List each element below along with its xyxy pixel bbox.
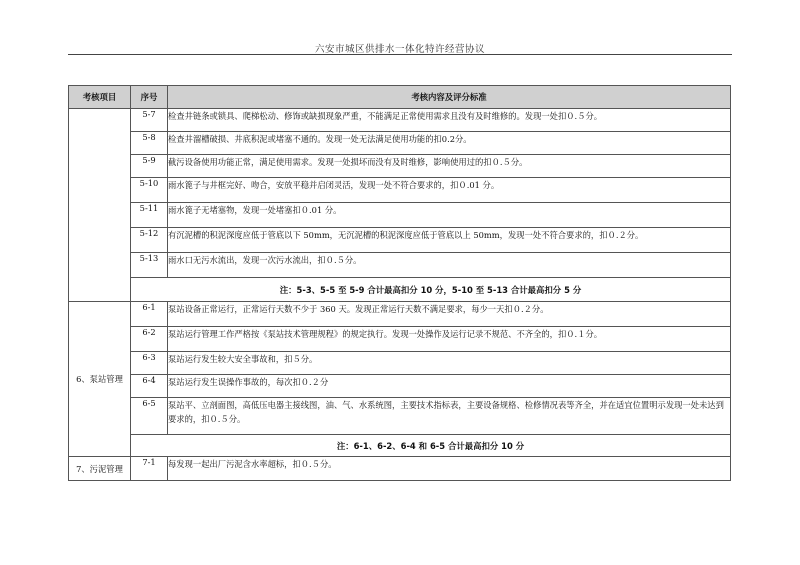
table-note-row bbox=[69, 435, 731, 457]
table-row bbox=[69, 253, 731, 278]
item-content: 泵站运行发生误操作事故的，每次扣０.２分 bbox=[168, 375, 731, 398]
item-content: 有沉泥槽的积泥深度应低于管底以下 50mm，无沉泥槽的积泥深度应低于管底以上 50mm，发现一处不符合要求的，扣０.２分。 bbox=[168, 228, 731, 253]
table-row bbox=[69, 375, 731, 398]
item-content: 泵站平、立剖面图，高低压电器主接线图，油、气、水系统图，主要技术指标表，主要设备规格、检修情况表等齐全，并在适宜位置明示发现一处未达到要求的，扣０.５分。 bbox=[168, 398, 731, 435]
header-divider bbox=[68, 54, 732, 55]
item-number: 5-12 bbox=[131, 228, 168, 253]
column-header-content: 考核内容及评分标准 bbox=[168, 86, 731, 109]
table-row bbox=[69, 327, 731, 352]
item-number: 6-1 bbox=[131, 302, 168, 327]
table-row bbox=[69, 178, 731, 203]
document-header-title: 六安市城区供排水一体化特许经营协议 bbox=[314, 44, 485, 55]
category-cell-pump-station: 6、泵站管理 bbox=[69, 302, 131, 457]
item-number: 5-9 bbox=[131, 155, 168, 178]
table-row bbox=[69, 228, 731, 253]
item-number: 5-13 bbox=[131, 253, 168, 278]
item-content: 检查井链条或锁具、爬梯松动、修饰或缺损现象严重，不能满足正常使用需求且没有及时维修的。发现一处扣０.５分。 bbox=[168, 109, 731, 132]
table-row bbox=[69, 457, 731, 481]
table-note-row bbox=[69, 278, 731, 302]
column-header-category: 考核项目 bbox=[69, 86, 131, 109]
item-content: 雨水篦子无堵塞物，发现一处堵塞扣０.01 分。 bbox=[168, 203, 731, 228]
table-row bbox=[69, 398, 731, 435]
table-row bbox=[69, 203, 731, 228]
item-number: 5-11 bbox=[131, 203, 168, 228]
item-number: 5-7 bbox=[131, 109, 168, 132]
item-content: 泵站运行管理工作严格按《泵站技术管理规程》的规定执行。发现一处操作及运行记录不规范、不齐全的，扣０.１分。 bbox=[168, 327, 731, 352]
item-number: 7-1 bbox=[131, 457, 168, 481]
assessment-table bbox=[68, 85, 731, 481]
item-number: 6-2 bbox=[131, 327, 168, 352]
table-row bbox=[69, 109, 731, 132]
item-content: 检查井溜槽破损、井底积泥或堵塞不通的。发现一处无法满足使用功能的扣0.2分。 bbox=[168, 132, 731, 155]
item-content: 泵站设备正常运行，正常运行天数不少于 360 天。发现正常运行天数不满足要求，每少一天扣０.２分。 bbox=[168, 302, 731, 327]
section-note: 注：6-1、6-2、6-4 和 6-5 合计最高扣分 10 分 bbox=[131, 435, 731, 457]
table-row bbox=[69, 302, 731, 327]
item-content: 雨水篦子与井框完好、吻合，安放平稳并启闭灵活，发现一处不符合要求的，扣０.01 分。 bbox=[168, 178, 731, 203]
item-content: 每发现一起出厂污泥含水率超标，扣０.５分。 bbox=[168, 457, 731, 481]
item-number: 5-8 bbox=[131, 132, 168, 155]
item-content: 泵站运行发生较大安全事故和，扣５分。 bbox=[168, 352, 731, 375]
column-header-number: 序号 bbox=[131, 86, 168, 109]
item-content: 截污设备使用功能正常，满足使用需求。发现一处损坏而没有及时维修，影响使用过的扣０.５分。 bbox=[168, 155, 731, 178]
section-note: 注：5-3、5-5 至 5-9 合计最高扣分 10 分，5-10 至 5-13 合计最高扣分 5 分 bbox=[131, 278, 731, 302]
table-row bbox=[69, 155, 731, 178]
category-cell-sludge: 7、污泥管理 bbox=[69, 457, 131, 481]
item-number: 5-10 bbox=[131, 178, 168, 203]
table-row bbox=[69, 352, 731, 375]
table-row bbox=[69, 132, 731, 155]
category-cell-previous bbox=[69, 109, 131, 302]
item-number: 6-3 bbox=[131, 352, 168, 375]
item-number: 6-5 bbox=[131, 398, 168, 435]
item-number: 6-4 bbox=[131, 375, 168, 398]
item-content: 雨水口无污水流出，发现一次污水流出，扣０.５分。 bbox=[168, 253, 731, 278]
table-header-row bbox=[69, 86, 731, 109]
